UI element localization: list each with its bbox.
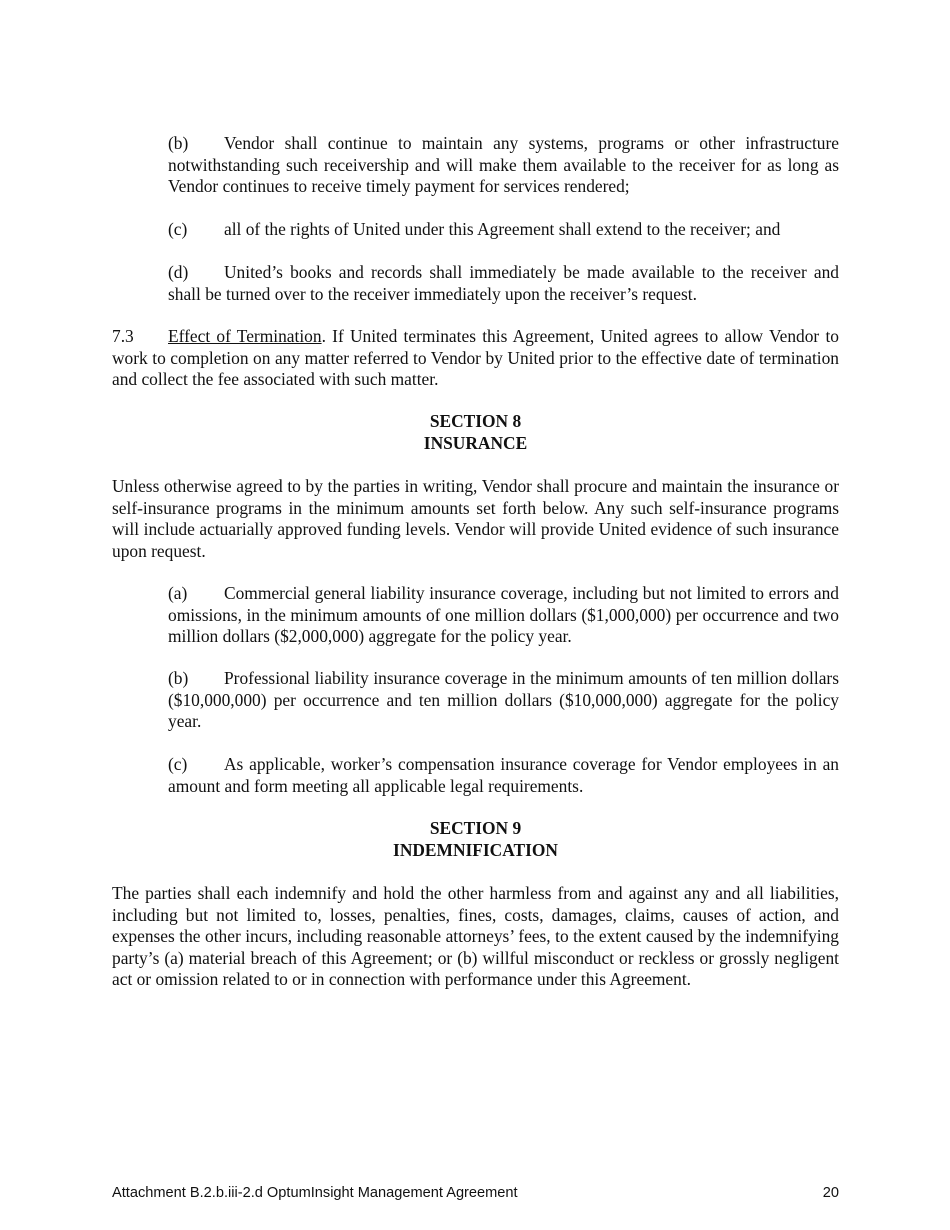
- insurance-item-b: [168, 668, 839, 733]
- section-text: . If United terminates this Agreement, United agrees to allow Vendor to work to completion on any matter referred to Vendor by United prior to the effective date of termination and collect the fee associated with such matter.: [112, 326, 839, 390]
- item-text: Professional liability insurance coverage in the minimum amounts of ten million dollars ($10,000,000) per occurrence and ten million dollars ($10,000,000) aggregate for the policy year.: [168, 668, 839, 732]
- item-text: As applicable, worker’s compensation insurance coverage for Vendor employees in an amount and form meeting all applicable legal requirements.: [168, 754, 839, 796]
- item-label: (b): [168, 133, 189, 153]
- item-text: Commercial general liability insurance coverage, including but not limited to errors and omissions, in the minimum amounts of one million dollars ($1,000,000) per occurrence and two million dollars ($2,000,000) aggregate for the policy year.: [168, 583, 839, 647]
- section-8-intro: Unless otherwise agreed to by the parties in writing, Vendor shall procure and maintain the insurance or self-insurance programs in the minimum amounts set forth below. Any such self-insurance programs will include actuarially approved funding levels. Vendor will provide United evidence of such insurance upon request.: [112, 476, 839, 561]
- item-b-receivership: [168, 133, 839, 198]
- section-7-3: [112, 326, 839, 391]
- page-footer: [112, 1183, 839, 1205]
- section-9-text: The parties shall each indemnify and hold the other harmless from and against any and all liabilities, including but not limited to, losses, penalties, fines, costs, damages, claims, causes of action, and expenses the other incurs, including reasonable attorneys’ fees, to the extent caused by the indemnifying party’s (a) material breach of this Agreement; or (b) willful misconduct or reckless or grossly negligent act or omission related to or in connection with performance under this Agreement.: [112, 883, 839, 990]
- item-label: (c): [168, 219, 188, 239]
- item-label: (a): [168, 583, 188, 603]
- section-number: SECTION 9: [429, 818, 522, 838]
- item-label: (c): [168, 754, 188, 774]
- item-d-receivership: [168, 262, 839, 305]
- item-text: all of the rights of United under this Agreement shall extend to the receiver; and: [224, 219, 781, 239]
- page-number: 20: [822, 1185, 839, 1201]
- section-title: INDEMNIFICATION: [393, 839, 558, 860]
- item-c-receivership: [168, 219, 839, 241]
- item-label: (d): [168, 262, 189, 282]
- insurance-item-c: [168, 754, 839, 797]
- section-heading: Effect of Termination: [168, 326, 322, 346]
- footer-title: Attachment B.2.b.iii-2.d OptumInsight Management Agreement: [112, 1185, 518, 1201]
- insurance-item-a: [168, 583, 839, 648]
- item-text: United’s books and records shall immediately be made available to the receiver and shall be turned over to the receiver immediately upon the receiver’s request.: [168, 262, 839, 304]
- item-text: Vendor shall continue to maintain any systems, programs or other infrastructure notwithstanding such receivership and will make them available to the receiver for as long as Vendor continues to receive timely payment for services rendered;: [168, 133, 839, 197]
- section-9-heading: [112, 818, 839, 861]
- section-number: 7.3: [112, 326, 134, 346]
- section-title: INSURANCE: [423, 432, 528, 453]
- section-number: SECTION 8: [429, 411, 522, 431]
- section-8-heading: [112, 411, 839, 454]
- item-label: (b): [168, 668, 189, 688]
